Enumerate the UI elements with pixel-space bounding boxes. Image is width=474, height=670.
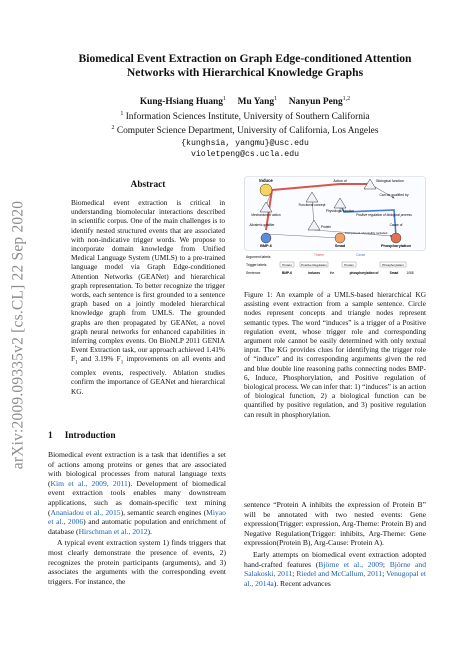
email-2: violetpeng@cs.ucla.edu	[190, 150, 300, 160]
intro-p1-text-d: ) and automatic population and enrichment of database (	[48, 517, 226, 536]
intro-p1-text-b: ). Development of biomedical event extraction tools enables many downstream applications, such as domain-specific text mining (	[48, 478, 226, 517]
node-induce	[260, 184, 272, 196]
intro-p1-text-e: ).	[147, 526, 152, 536]
right-paragraph-2	[244, 550, 426, 588]
intro-paragraph-2: A typical event extraction system 1) finds triggers that most clearly demonstrate the presence of events, 2) recognizes the protein participants (arguments), and 3) associates the arguments with the corresponding event triggers. For instance, the	[48, 538, 226, 586]
legend-sent-induces: induces	[307, 271, 321, 275]
node-phosphorylation	[391, 233, 401, 243]
right-p2-text-a: Early attempts on biomedical event extraction adopted hand-crafted features (	[244, 549, 426, 569]
abstract-f1-sub-b: 1	[120, 360, 124, 366]
legend-argument-labels: Argument labels	[246, 255, 271, 259]
legend-trig-protein-2: Protein	[344, 262, 354, 267]
legend-sentence: Sentence	[246, 271, 261, 275]
title-line-1: Biomedical Event Extraction on Graph Edge-conditioned Attention	[78, 52, 412, 65]
node-phosphorylation-label: Phosphorylation	[381, 244, 411, 248]
edge-action-of-label: Action of	[333, 179, 347, 183]
citation-riedel[interactable]: Riedel and McCallum, 2011	[296, 569, 383, 579]
edge-component-label: Component of possibly included	[344, 231, 388, 235]
legend-sent-bmp6: BMP-6	[282, 271, 292, 275]
right-paragraph-1: sentence “Protein A inhibits the expression of Protein B” will be annotated with two nested events: Gene expression(Trigger: expression, Arg-Theme: Protein B) and Negative Regulation(Trigger: inhibits, Arg-Theme: Gene expression(Protein B), Arg-Cause: Protein A).	[244, 500, 426, 548]
author-names	[40, 94, 450, 109]
figure-1-kg-diagram	[244, 176, 426, 282]
node-induce-label: Induce	[259, 178, 273, 183]
affiliation-1-text: Information Sciences Institute, University of Southern California	[125, 111, 370, 122]
node-bmp6	[261, 233, 271, 243]
node-protein-label: Protein	[320, 225, 332, 229]
right-column-body	[244, 500, 426, 588]
intro-paragraph-1	[48, 450, 226, 536]
node-allosteric-label: Allosteric qualifier	[249, 223, 275, 227]
node-smad-label: Smad	[334, 244, 346, 248]
citation-bjorne-2009[interactable]: Björne et al., 2009	[318, 559, 383, 569]
legend-trig-posreg: Positive Regulation	[301, 262, 327, 267]
abstract-text-c: improvements on all events and complex events, respectively. Ablation studies confirm the importance of GEANet and hierarchical KG.	[71, 354, 225, 396]
right-p2-text-c: ;	[292, 569, 297, 579]
citation-kim[interactable]: Kim et al., 2009, 2011	[50, 478, 128, 488]
node-bmp6-label: BMP-6	[260, 244, 272, 248]
paper-title	[40, 52, 450, 80]
citation-hirschman[interactable]: Hirschman et al., 2012	[78, 526, 148, 536]
legend-trigger-labels: Trigger labels	[246, 263, 267, 267]
arxiv-id-text: arXiv:2009.09335v2 [cs.CL] 22 Sep 2020	[9, 200, 26, 470]
affiliation-2	[40, 123, 450, 138]
node-mechanism-label: Mechanism of action	[251, 213, 281, 217]
section-title: Introduction	[64, 431, 116, 441]
affiliation-2-sup: 2	[111, 125, 115, 132]
legend-arg-theme: Theme	[314, 253, 324, 257]
legend-trig-protein: Protein	[282, 262, 292, 267]
author-3-sup: 1,2	[342, 96, 351, 102]
introduction-body	[48, 450, 226, 586]
node-bio-function-label: Biological function	[376, 179, 404, 183]
author-2: Mu Yang	[237, 97, 275, 108]
intro-p1-text-a: Biomedical event extraction is a task that identifies a set of actions among proteins or genes that are associated with biological processes from natural language texts (	[48, 450, 226, 488]
abstract-body	[71, 198, 225, 396]
edge-cause-of-label: Cause of	[389, 223, 403, 227]
edge-can-be-qualified-label: Can be qualified by	[379, 193, 409, 197]
figure-1-caption: Figure 1: An example of a UMLS-based hierarchical KG assisting event extraction from a sample sentence. Circle nodes represent concepts and triangle nodes represent semantic types. The word “induces” is a trigger of a Positive regulation event, whose trigger role and corresponding argument role cannot be easily determined with only textual input. The KG provides clues for identifying the trigger role of “induce” and its corresponding arguments given the red and blue double line reasoning paths connecting nodes BMP-6, Induce, Phosphorylation, and Positive regulation of biological process. We can infer that: 1) “induces” is an action of biological function, 2) a biological function can be quantified by positive regulation, and 3) positive regulation can result in phosphorylation.	[244, 290, 426, 419]
author-block	[40, 94, 450, 161]
abstract-text-b: and 3.19% F	[77, 354, 121, 364]
author-2-sup: 1	[274, 96, 278, 102]
title-line-2: Networks with Hierarchical Knowledge Graphs	[126, 66, 364, 79]
node-physiologic-function-label: Physiologic function	[325, 209, 355, 213]
legend-sent-tail: 1/5/8	[406, 271, 414, 275]
affiliation-1	[40, 109, 450, 124]
legend-trig-phos: Phosphorylation	[382, 262, 404, 267]
email-1: {kunghsia, yangmu}@usc.edu	[181, 138, 309, 148]
section-number: 1	[48, 431, 53, 441]
author-1-sup: 1	[222, 96, 226, 102]
abstract-f1-sub-a: 1	[75, 360, 78, 366]
right-p2-text-e: ). Recent advances	[273, 578, 331, 588]
author-1: Kung-Hsiang Huang	[139, 97, 223, 108]
right-p2-text-d: ;	[382, 569, 387, 579]
introduction-heading	[48, 431, 116, 441]
legend-arg-cause: Cause	[356, 253, 366, 257]
node-smad	[335, 233, 345, 243]
author-3: Nanyun Peng	[288, 97, 343, 108]
legend-sent-phos-of: phosphorylation of	[349, 271, 379, 275]
affiliation-1-sup: 1	[120, 110, 124, 117]
abstract-text-a: Biomedical event extraction is critical in understanding biomolecular interactions described in scientific corpus. One of the main challenges is to identify nested structured events that are associated with non-indicative trigger words. We propose to incorporate domain knowledge from Unified Medical Language System (UMLS) to a pre-trained language model via Graph Edge-conditioned Attention Networks (GEANet) and hierarchical graph representation. To better recognize the trigger words, each sentence is first grounded to a sentence graph based on a jointly modeled hierarchical knowledge graph from UMLS. The grounded graphs are then propagated by GEANet, a novel graph neural networks for enhanced capabilities in inferring complex events. On BioNLP 2011 GENIA Event Extraction task, our approach achieved 1.41% F	[71, 198, 225, 364]
intro-p1-text-c: ), semantic search engines (	[120, 507, 207, 517]
citation-venugopal[interactable]: Venugopal et al., 2014a	[244, 569, 426, 588]
node-positive-regulation-label: Positive regulation of biological process	[356, 213, 412, 217]
right-p2-text-b: ;	[382, 559, 390, 569]
node-functional-concept-label: Functional concept	[298, 203, 326, 207]
legend-sent-the: the	[329, 271, 335, 275]
affiliation-2-text: Computer Science Department, University of California, Los Angeles	[116, 126, 379, 137]
citation-bjorne-salakoski[interactable]: Björne and Salakoski, 2011	[244, 559, 426, 579]
citation-miyao[interactable]: Miyao et al., 2006	[48, 507, 226, 527]
citation-ananiadou[interactable]: Ananiadou et al., 2015	[50, 507, 121, 517]
legend-sent-smad: Smad	[389, 271, 399, 275]
abstract-heading: Abstract	[130, 180, 166, 190]
arxiv-identifier-stamp	[6, 180, 30, 490]
